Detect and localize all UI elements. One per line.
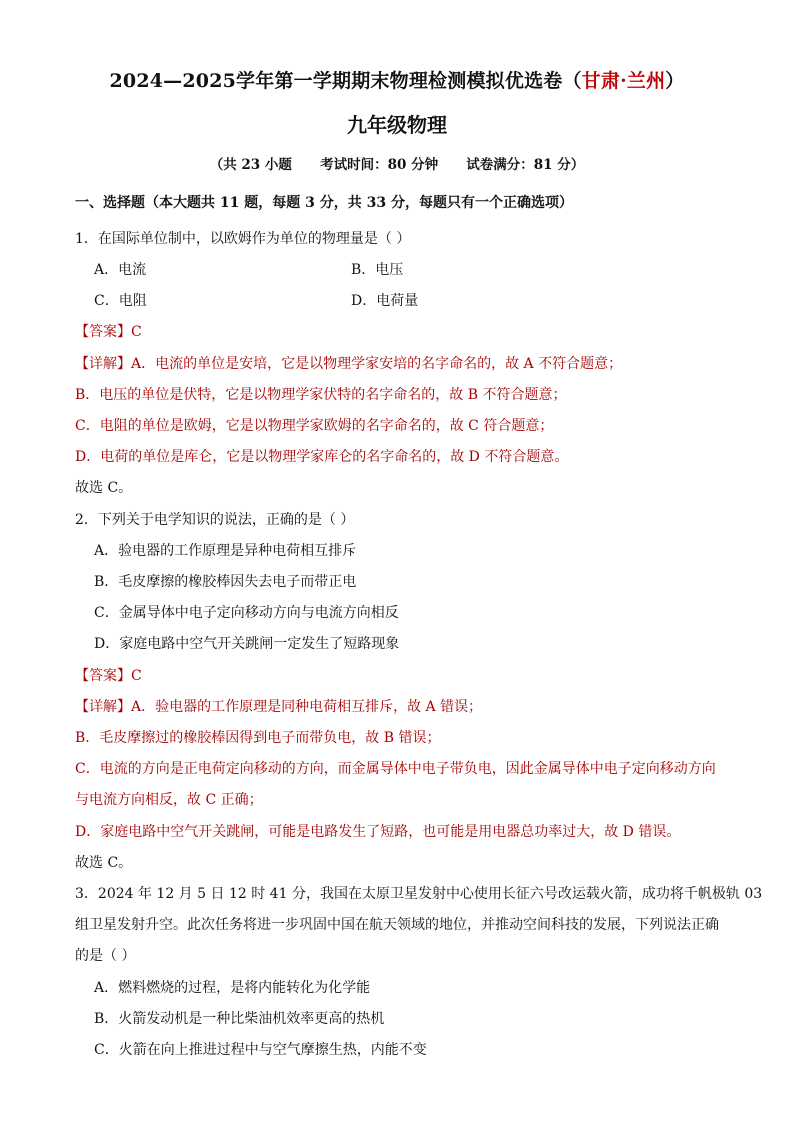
page-subtitle: 九年级物理 [347,113,447,137]
page-title [0,66,794,93]
title-close: ） [665,70,685,92]
q2-detail-a [75,697,482,717]
exam-info: （共 23 小题 考试时间：80 分钟 试卷满分：81 分） [209,157,585,173]
q1-detail-a [75,354,622,374]
q1-detail-d: D．电荷的单位是库仑，它是以物理学家库仑的名字命名的，故 D 不符合题意。 [75,449,569,465]
q2-option-a: A．验电器的工作原理是异种电荷相互排斥 [94,543,357,559]
q1-stem: 1．在国际单位制中，以欧姆作为单位的物理量是（ ） [75,231,411,247]
q3-option-b: B．火箭发动机是一种比柴油机效率更高的热机 [94,1011,385,1027]
q1-answer [75,322,142,342]
detail-tag: 【详解】 [75,699,131,715]
q2-answer [75,666,142,686]
answer-value: C [131,668,142,684]
title-region: 甘肃·兰州 [581,70,666,92]
detail-text: A．电流的单位是安培，它是以物理学家安培的名字命名的，故 A 不符合题意； [131,356,623,372]
q2-option-c: C．金属导体中电子定向移动方向与电流方向相反 [94,605,399,621]
answer-value: C [131,324,142,340]
answer-tag: 【答案】 [75,668,131,684]
section-heading: 一、选择题（本大题共 11 题，每题 3 分，共 33 分，每题只有一个正确选项） [75,195,573,211]
title-main: 2024—2025学年第一学期期末物理检测模拟优选卷（ [109,70,582,92]
q2-detail-b: B．毛皮摩擦过的橡胶棒因得到电子而带负电，故 B 错误； [75,730,441,746]
q1-detail-c: C．电阻的单位是欧姆，它是以物理学家欧姆的名字命名的，故 C 符合题意； [75,418,554,434]
q3-stem-line2: 组卫星发射升空。此次任务将进一步巩固中国在航天领域的地位，并推动空间科技的发展，下列说法正确 [75,917,719,933]
q1-conclusion: 故选 C。 [75,480,133,496]
q1-option-c: C．电阻 [94,293,147,309]
q3-stem-line1: 3．2024 年 12 月 5 日 12 时 41 分，我国在太原卫星发射中心使用长征六号改运载火箭，成功将千帆极轨 03 [75,886,763,902]
q2-detail-d: D．家庭电路中空气开关跳闸，可能是电路发生了短路，也可能是用电器总功率过大，故 D 错误。 [75,824,681,840]
q3-option-a: A．燃料燃烧的过程，是将内能转化为化学能 [94,980,371,996]
q3-option-c: C．火箭在向上推进过程中与空气摩擦生热，内能不变 [94,1042,427,1058]
answer-tag: 【答案】 [75,324,131,340]
q2-option-d: D．家庭电路中空气开关跳闸一定发生了短路现象 [94,636,400,652]
q1-detail-b: B．电压的单位是伏特，它是以物理学家伏特的名字命名的，故 B 不符合题意； [75,387,567,403]
q1-option-a: A．电流 [94,262,147,278]
detail-tag: 【详解】 [75,356,131,372]
q2-detail-c-cont: 与电流方向相反，故 C 正确； [75,792,263,808]
q1-option-b: B．电压 [351,262,404,278]
q2-option-b: B．毛皮摩擦的橡胶棒因失去电子而带正电 [94,574,357,590]
q2-stem: 2．下列关于电学知识的说法，正确的是（ ） [75,512,355,528]
q2-conclusion: 故选 C。 [75,855,133,871]
detail-text: A．验电器的工作原理是同种电荷相互排斥，故 A 错误； [131,699,483,715]
q1-option-d: D．电荷量 [351,293,419,309]
q3-stem-line3: 的是（ ） [75,948,136,964]
q2-detail-c: C．电流的方向是正电荷定向移动的方向，而金属导体中电子带负电，因此金属导体中电子定向移动方向 [75,761,716,777]
